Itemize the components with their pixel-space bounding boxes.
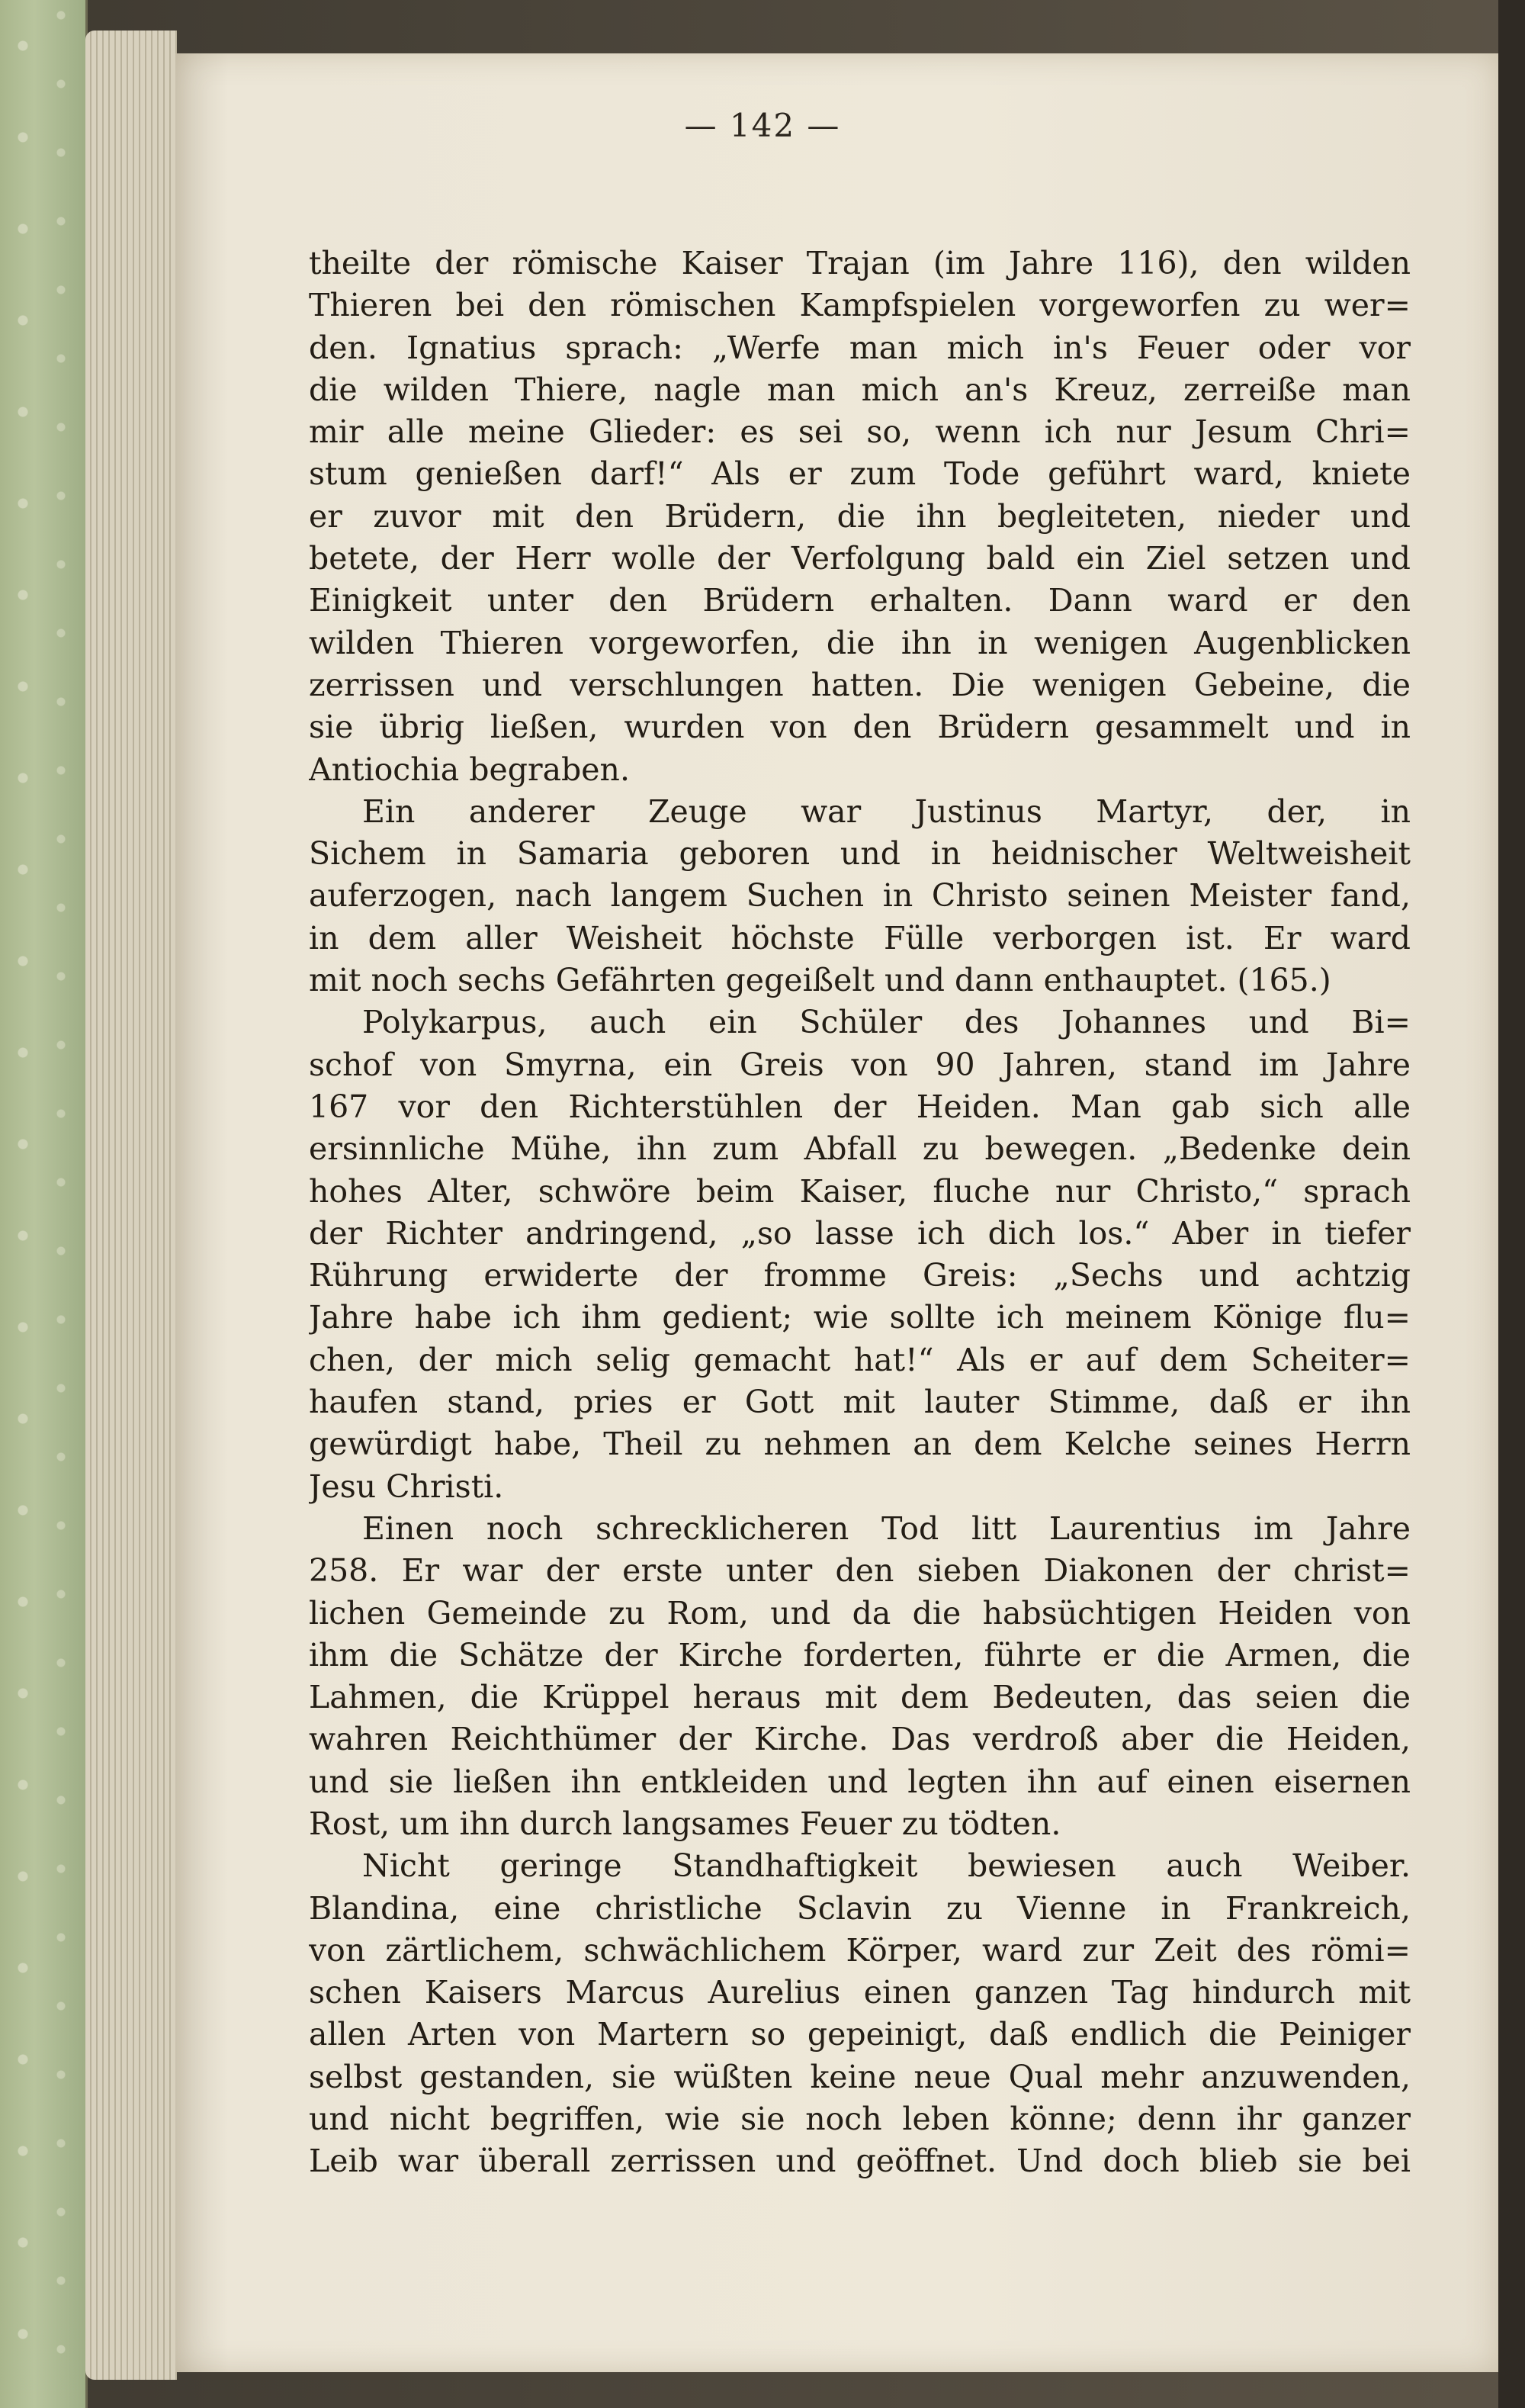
text-line: Polykarpus, auch ein Schüler des Johannes und Bi= xyxy=(362,1004,1411,1041)
text-line: hohes Alter, schwöre beim Kaiser, fluche nur Christo,“ sprach xyxy=(309,1172,1411,1210)
text-line: von zärtlichem, schwächlichem Körper, ward zur Zeit des römi= xyxy=(309,1931,1411,1969)
text-line: auferzogen, nach langem Suchen in Christo seinen Meister fand, xyxy=(309,877,1411,915)
text-line: Jesu Christi. xyxy=(309,1468,504,1505)
text-line: selbst gestanden, sie wüßten keine neue Qual mehr anzuwenden, xyxy=(309,2058,1411,2095)
text-line: mit noch sechs Gefährten gegeißelt und dann enthauptet. (165.) xyxy=(309,962,1331,999)
text-line: ihm die Schätze der Kirche forderten, führte er die Armen, die xyxy=(309,1636,1411,1673)
text-line: betete, der Herr wolle der Verfolgung bald ein Ziel setzen und xyxy=(309,540,1411,577)
text-line: gewürdigt habe, Theil zu nehmen an dem Kelche seines Herrn xyxy=(309,1426,1411,1463)
text-line: lichen Gemeinde zu Rom, und da die habsüchtigen Heiden von xyxy=(309,1594,1411,1632)
text-line: die wilden Thiere, nagle man mich an's Kreuz, zerreiße man xyxy=(309,371,1411,408)
text-line: schen Kaisers Marcus Aurelius einen ganzen Tag hindurch mit xyxy=(309,1974,1411,2011)
text-line: in dem aller Weisheit höchste Fülle verborgen ist. Er ward xyxy=(309,919,1411,956)
body-text xyxy=(309,243,1411,2183)
text-line: sie übrig ließen, wurden von den Brüdern gesammelt und in xyxy=(309,709,1411,746)
text-line: er zuvor mit den Brüdern, die ihn begleiteten, nieder und xyxy=(309,497,1411,535)
text-line: Sichem in Samaria geboren und in heidnischer Weltweisheit xyxy=(309,835,1411,873)
book-binding xyxy=(0,0,88,2408)
text-line: und sie ließen ihn entkleiden und legten ihn auf einen eisernen xyxy=(309,1763,1411,1800)
text-line: Ein anderer Zeuge war Justinus Martyr, der, in xyxy=(362,792,1411,830)
text-line: 258. Er war der erste unter den sieben Diakonen der christ= xyxy=(309,1552,1411,1590)
text-line: Thieren bei den römischen Kampfspielen vorgeworfen zu wer= xyxy=(309,287,1411,324)
text-line: Blandina, eine christliche Sclavin zu Vienne in Frankreich, xyxy=(309,1889,1411,1927)
text-line: Nicht geringe Standhaftigkeit bewiesen auch Weiber. xyxy=(362,1847,1411,1885)
text-line: allen Arten von Martern so gepeinigt, daß endlich die Peiniger xyxy=(309,2016,1411,2053)
text-line: Einigkeit unter den Brüdern erhalten. Dann ward er den xyxy=(309,582,1411,619)
text-line: mir alle meine Glieder: es sei so, wenn ich nur Jesum Chri= xyxy=(309,413,1411,451)
text-line: haufen stand, pries er Gott mit lauter Stimme, daß er ihn xyxy=(309,1384,1411,1421)
text-line: zerrissen und verschlungen hatten. Die wenigen Gebeine, die xyxy=(309,666,1411,703)
text-line: chen, der mich selig gemacht hat!“ Als er auf dem Scheiter= xyxy=(309,1341,1411,1378)
text-line: schof von Smyrna, ein Greis von 90 Jahren, stand im Jahre xyxy=(309,1046,1411,1083)
text-line: und nicht begriffen, wie sie noch leben könne; denn ihr ganzer xyxy=(309,2101,1411,2138)
text-line: stum genießen darf!“ Als er zum Tode geführt ward, kniete xyxy=(309,455,1411,493)
text-line: wahren Reichthümer der Kirche. Das verdroß aber die Heiden, xyxy=(309,1721,1411,1758)
text-line: Rührung erwiderte der fromme Greis: „Sechs und achtzig xyxy=(309,1257,1411,1294)
text-line: Lahmen, die Krüppel heraus mit dem Bedeuten, das seien die xyxy=(309,1679,1411,1716)
text-line: Einen noch schrecklicheren Tod litt Laurentius im Jahre xyxy=(362,1509,1411,1547)
page-number: — 142 — xyxy=(684,107,841,144)
scan-right-edge xyxy=(1498,0,1525,2408)
text-line: Antiochia begraben. xyxy=(309,751,630,788)
text-line: Leib war überall zerrissen und geöffnet. Und doch blieb sie bei xyxy=(309,2143,1411,2180)
text-line: wilden Thieren vorgeworfen, die ihn in wenigen Augenblicken xyxy=(309,624,1411,661)
text-line: den. Ignatius sprach: „Werfe man mich in's Feuer oder vor xyxy=(309,329,1411,366)
text-line: Rost, um ihn durch langsames Feuer zu tödten. xyxy=(309,1805,1061,1842)
text-line: der Richter andringend, „so lasse ich dich los.“ Aber in tiefer xyxy=(309,1214,1411,1252)
text-line: ersinnliche Mühe, ihn zum Abfall zu bewegen. „Bedenke dein xyxy=(309,1130,1411,1168)
text-line: theilte der römische Kaiser Trajan (im Jahre 116), den wilden xyxy=(309,245,1411,281)
page-stack-edges xyxy=(85,31,177,2380)
text-line: Jahre habe ich ihm gedient; wie sollte ich meinem Könige flu= xyxy=(309,1299,1411,1336)
text-line: 167 vor den Richterstühlen der Heiden. Man gab sich alle xyxy=(309,1088,1411,1125)
